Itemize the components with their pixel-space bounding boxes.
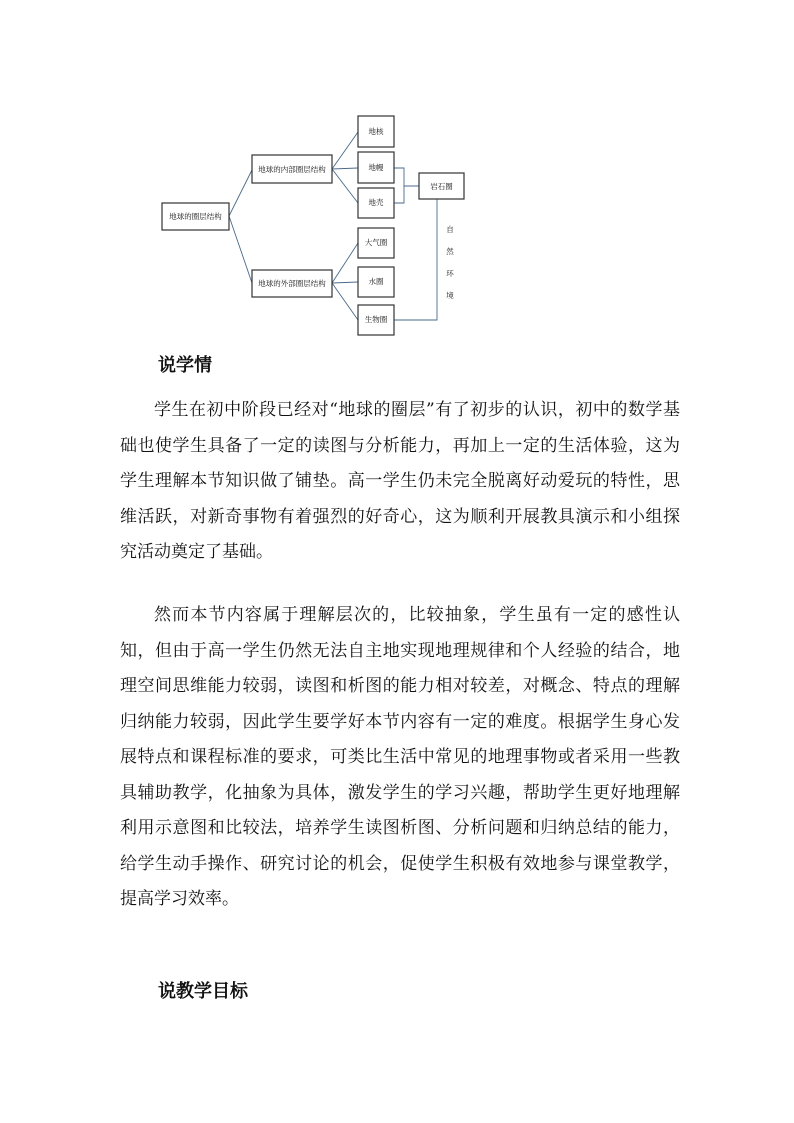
env-char: 环 — [446, 269, 454, 278]
box-biosphere — [358, 305, 394, 335]
box-biosphere-label: 生物圈 — [364, 315, 388, 324]
env-char: 自 — [446, 225, 454, 234]
box-root-label: 地球的圈层结构 — [169, 212, 222, 221]
section-heading-students: 说学情 — [158, 355, 212, 376]
box-outer-label: 地球的外部圈层结构 — [258, 279, 326, 288]
box-inner-label: 地球的内部圈层结构 — [258, 165, 326, 174]
box-outer-structure — [252, 270, 332, 297]
box-lithosphere — [419, 173, 464, 199]
box-inner-structure — [252, 155, 332, 183]
students-paragraph-1: 学生在初中阶段已经对“地球的圈层”有了初步的认识，初中的数学基础也使学生具备了一定的读图与分析能力，再加上一定的生活体验，这为学生理解本节知识做了铺垫。高一学生仍未完全脱离好动爱玩的特性，思维活跃，对新奇事物有着强烈的好奇心，这为顺利开展教具演示和小组探究活动奠定了基础。 — [120, 400, 680, 562]
box-atmosphere-label: 大气圈 — [364, 238, 388, 247]
box-atmosphere — [358, 228, 394, 258]
box-core-label: 地核 — [368, 127, 384, 136]
env-char: 然 — [446, 247, 454, 256]
box-core — [358, 116, 394, 147]
box-crust — [358, 188, 394, 218]
box-mantle-label: 地幔 — [368, 163, 384, 172]
box-mantle — [358, 152, 394, 183]
box-hydrosphere-label: 水圈 — [368, 277, 384, 286]
box-hydrosphere — [358, 267, 394, 297]
earth-sphere-structure-diagram — [156, 104, 476, 338]
box-lithosphere-label: 岩石圈 — [430, 182, 453, 191]
box-crust-label: 地壳 — [368, 198, 384, 207]
box-root — [162, 203, 229, 230]
section-heading-goals: 说教学目标 — [158, 981, 248, 1002]
natural-environment-label — [446, 224, 454, 300]
students-paragraph-2: 然而本节内容属于理解层次的，比较抽象，学生虽有一定的感性认知，但由于高一学生仍然无法自主地实现地理规律和个人经验的结合，地理空间思维能力较弱，读图和析图的能力相对较差，对概念、特点的理解归纳能力较弱，因此学生要学好本节内容有一定的难度。根据学生身心发展特点和课程标准的要求，可类比生活中常见的地理事物或者采用一些教具辅助教学，化抽象为具体，激发学生的学习兴趣，帮助学生更好地理解 利用示意图和比较法，培养学生读图析图、分析问题和归纳总结的能力，给学生动手操作、研究讨论的机会，促使学生积极有效地参与课堂教学，提高学习效率。 — [120, 605, 680, 909]
env-char: 境 — [446, 291, 454, 300]
